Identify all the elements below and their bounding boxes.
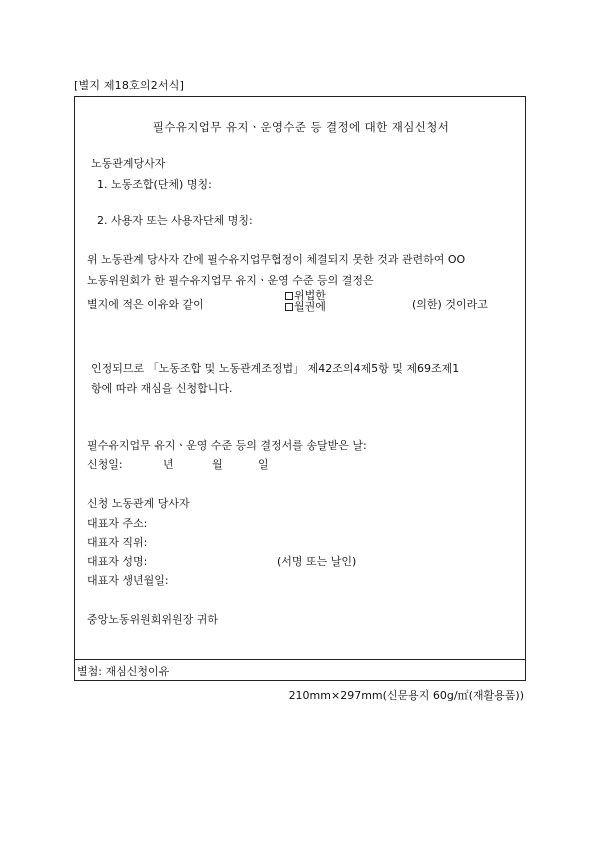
paper-spec-footer: 210mm×297mm(신문용지 60g/㎡(재활용품)) — [288, 689, 524, 702]
body-line-3-right: (의한) 것이라고 — [412, 298, 488, 311]
form-title: 필수유지업무 유지ㆍ운영수준 등 결정에 대한 재심신청서 — [152, 120, 450, 134]
attachment-row — [75, 659, 525, 680]
option-unlawful-label: 위법한 — [294, 289, 326, 302]
body-line-1: 위 노동관계 당사자 간에 필수유지업무협정이 체결되지 못한 것과 관련하여 OO — [87, 253, 466, 266]
received-date-label: 필수유지업무 유지ㆍ운영 수준 등의 결정서를 송달받은 날: — [87, 439, 367, 452]
recipient-line: 중앙노동위원회위원장 귀하 — [87, 613, 219, 626]
checkbox-ultra-vires[interactable] — [285, 303, 293, 311]
signature-note: (서명 또는 날인) — [277, 555, 357, 568]
representative-birth-field: 대표자 생년월일: — [87, 574, 169, 587]
form-number-label: [별지 제18호의2서식] — [74, 79, 185, 92]
body-line-2: 노동위원회가 한 필수유지업무 유지ㆍ운영 수준 등의 결정은 — [87, 274, 374, 287]
representative-address-field: 대표자 주소: — [87, 517, 148, 530]
body-line-3-left: 별지에 적은 이유와 같이 — [87, 298, 204, 311]
apply-date-label: 신청일: — [87, 458, 123, 471]
apply-date-month: 월 — [212, 458, 223, 471]
body-line-4: 인정되므로 「노동조합 및 노동관계조정법」 제42조의4제5항 및 제69조제1 — [91, 362, 460, 375]
representative-name-field: 대표자 성명: — [87, 555, 148, 568]
checkbox-unlawful[interactable] — [285, 292, 293, 300]
attachment-label: 별첨: 재심신청이유 — [77, 665, 170, 678]
option-ultra-vires-label: 월권에 — [294, 300, 326, 313]
body-line-5: 항에 따라 재심을 신청합니다. — [91, 382, 233, 395]
representative-position-field: 대표자 직위: — [87, 536, 148, 549]
parties-heading: 노동관계당사자 — [91, 157, 166, 170]
form-frame — [74, 96, 526, 681]
option-ultra-vires[interactable] — [285, 301, 326, 312]
union-name-field: 1. 노동조합(단체) 명칭: — [97, 178, 212, 191]
applicant-heading: 신청 노동관계 당사자 — [87, 497, 190, 510]
apply-date-year: 년 — [163, 458, 174, 471]
apply-date-day: 일 — [258, 458, 269, 471]
employer-name-field: 2. 사용자 또는 사용자단체 명칭: — [97, 214, 253, 227]
